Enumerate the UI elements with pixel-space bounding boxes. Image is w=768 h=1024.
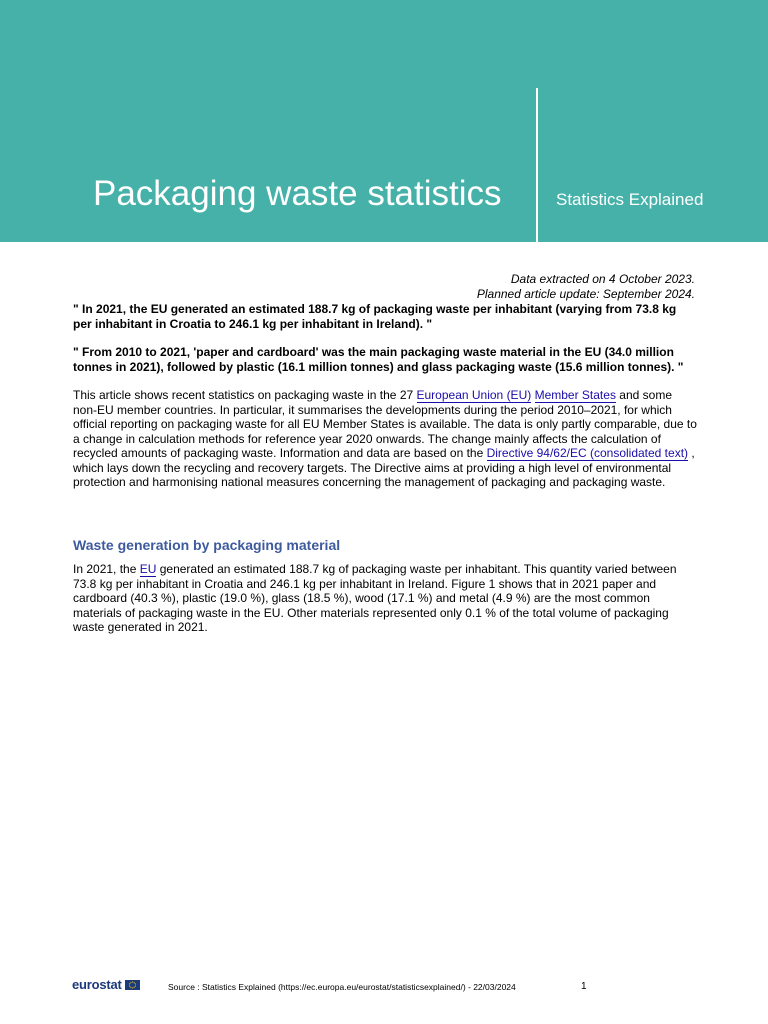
publication-subtitle: Statistics Explained [556, 190, 704, 209]
header-banner [0, 0, 768, 242]
planned-update-note: Planned article update: September 2024. [476, 287, 695, 301]
banner-divider [536, 88, 538, 242]
eu-flag-icon [125, 980, 140, 990]
section-text-1: In 2021, the [73, 562, 140, 576]
section-text-2: generated an estimated 188.7 kg of packaging waste per inhabitant. This quantity varied between 73.8 kg per inhabitant in Croatia and 246.1 kg per inhabitant in Ireland. Figure 1 shows that in 2021 paper and cardboard (40.3 %), plastic (19.0 %), glass (18.5 %), wood (17.1 %) and metal (4.9 %) are the most common materials of packaging waste in the EU. Other materials represented only 0.1 % of the total volume of packaging waste generated in 2021. [73, 562, 677, 634]
intro-text-1: This article shows recent statistics on packaging waste in the 27 [73, 388, 417, 402]
section-heading: Waste generation by packaging material [73, 537, 341, 553]
highlight-quote-2: " From 2010 to 2021, 'paper and cardboard' was the main packaging waste material in the EU (34.0 million tonnes in 2021), followed by plastic (16.1 million tonnes) and glass packaging waste (15.6 million tonnes). " [73, 345, 684, 374]
page-title: Packaging waste statistics [93, 174, 502, 213]
footer-source: Source : Statistics Explained (https://ec.europa.eu/eurostat/statisticsexplained/) - 22/03/2024 [168, 982, 516, 992]
eurostat-logo [72, 977, 140, 993]
link-eu[interactable]: EU [139, 562, 157, 576]
link-directive[interactable]: Directive 94/62/EC (consolidated text) [486, 446, 689, 460]
intro-text-4: , which lays down the recycling and recovery targets. The Directive aims at providing a high level of environmental protection and harmonising national measures concerning the management of packaging and packaging waste. [73, 446, 695, 489]
link-member-states[interactable]: Member States [534, 388, 616, 402]
logo-text: eurostat [72, 977, 122, 992]
intro-paragraph [73, 388, 698, 490]
data-extracted-note: Data extracted on 4 October 2023. [510, 272, 695, 286]
link-european-union[interactable]: European Union (EU) [416, 388, 532, 402]
page-number: 1 [581, 981, 587, 992]
highlight-quote-1: " In 2021, the EU generated an estimated 188.7 kg of packaging waste per inhabitant (varying from 73.8 kg per inhabitant in Croatia to 246.1 kg per inhabitant in Ireland). " [73, 302, 677, 331]
intro-text-3: and some non-EU member countries. In particular, it summarises the developments during the period 2010–2021, for which official reporting on packaging waste for all EU Member States is available. The data is only partly comparable, due to a change in calculation methods for reference year 2020 onwards. The change mainly affects the calculation of recycled amounts of packaging waste. Information and data are based on the [73, 388, 697, 460]
section-paragraph [73, 562, 698, 635]
